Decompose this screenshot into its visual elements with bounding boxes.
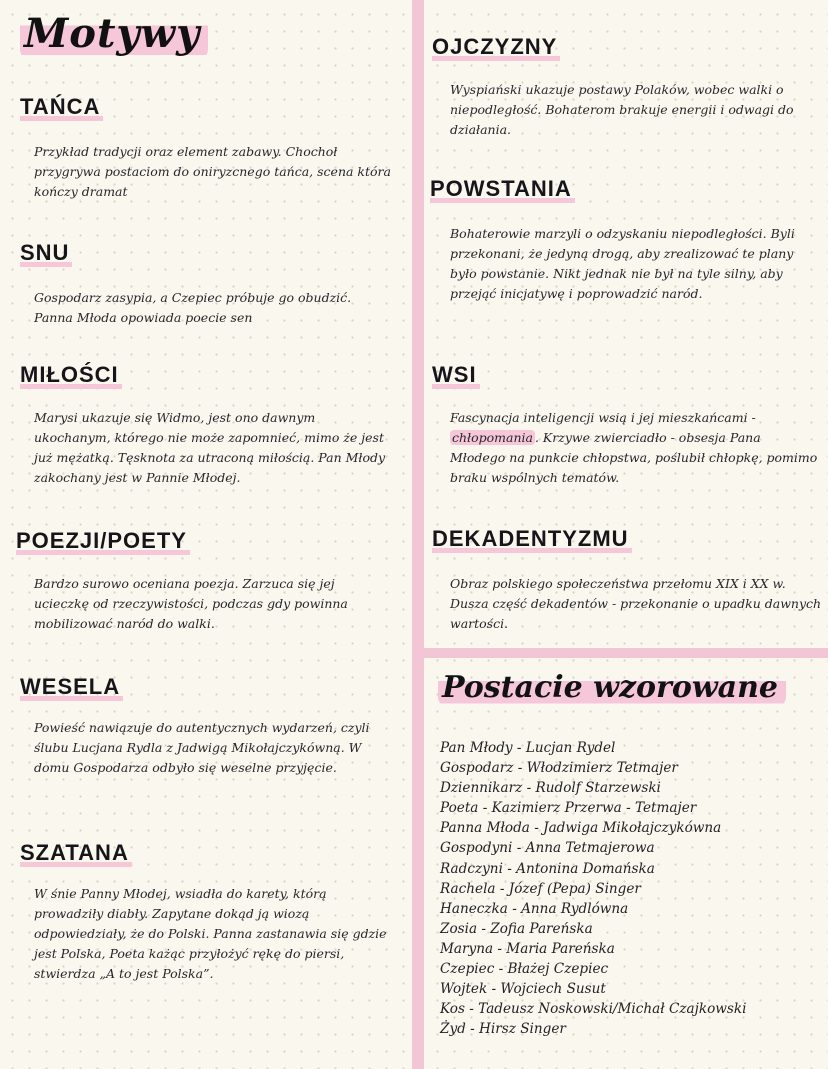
chlopomania-highlight: chłopomania: [452, 430, 533, 445]
section-title-dekadentyzmu: DEKADENTYZMU: [432, 526, 632, 554]
section-text-poezji: Bardzo surowo oceniana poezja. Zarzuca się jej ucieczkę od rzeczywistości, podczas gdy powinna mobilizować naród do walki.: [34, 576, 348, 631]
horizontal-divider: [424, 648, 828, 658]
section-text-ojczyzny: Wyspiański ukazuje postawy Polaków, wobec walki o niepodległość. Bohaterom brakuje energii i odwagi do działania.: [450, 82, 794, 137]
list-item: Czepiec - Błażej Czepiec: [440, 961, 609, 978]
section-title-milosci: MIŁOŚCI: [20, 362, 122, 390]
section-text-powstania: Bohaterowie marzyli o odzyskaniu niepodległości. Byli przekonani, że jedyną drogą, aby zrealizować te plany było powstanie. Nikt jednak nie był na tyle silny, aby przejąć inicjatywę i poprowadzić naród.: [450, 226, 795, 301]
page-title: Motywy: [20, 10, 208, 61]
wsi-text-part-2: . Krzywe zwierciadło - obsesja Pana Młodego na punkcie chłopstwa, poślubił chłopkę, pomimo braku wspólnych tematów.: [450, 430, 818, 485]
wsi-text-part-1: Fascynacja inteligencji wsią i jej mieszkańcami -: [450, 410, 756, 425]
vertical-divider: [412, 0, 424, 1069]
section-text-milosci: Marysi ukazuje się Widmo, jest ono dawnym ukochanym, którego nie może zapomnieć, mimo że jest już mężatką. Tęsknota za utraconą miłością. Pan Młody zakochany jest w Pannie Młodej.: [34, 410, 386, 485]
section-text-snu: Gospodarz zasypia, a Czepiec próbuje go obudzić. Panna Młoda opowiada poecie sen: [34, 290, 352, 325]
section-text-tanca: Przykład tradycji oraz element zabawy. Chochoł przygrywa postaciom do oniryzcnego tańca, scena która kończy dramat: [34, 144, 391, 199]
list-item: Poeta - Kazimierz Przerwa - Tetmajer: [440, 800, 697, 817]
list-item: Pan Młody - Lucjan Rydel: [440, 740, 616, 756]
list-item: Gospodarz - Włodzimierz Tetmajer: [440, 760, 678, 777]
section-text-wesela: Powieść nawiązuje do autentycznych wydarzeń, czyli ślubu Lucjana Rydla z Jadwigą Mikołajczykówną. W domu Gospodarza odbyło się weselne przyjęcie.: [34, 720, 370, 775]
section-title-powstania: POWSTANIA: [430, 176, 575, 204]
section-text-szatana: W śnie Panny Młodej, wsiadła do karety, którą prowadziły diabły. Zapytane dokąd ją wiozą odpowiedziały, że do Polski. Panna zastanawia się gdzie jest Polska, Poeta każąc przyłożyć rękę do piersi, stwierdza „A to jest Polska”.: [34, 886, 387, 981]
characters-list: [440, 738, 746, 1039]
section-title-wesela: WESELA: [20, 674, 123, 702]
section-title-snu: SNU: [20, 240, 72, 268]
section-text-dekadentyzmu: Obraz polskiego społeczeństwa przełomu XIX i XX w. Dusza część dekadentów - przekonanie o upadku dawnych wartości.: [450, 576, 822, 631]
list-item: Radczyni - Antonina Domańska: [440, 860, 655, 877]
section-title-szatana: SZATANA: [20, 840, 132, 868]
list-item: Dziennikarz - Rudolf Starzewski: [440, 780, 661, 797]
list-item: Rachela - Józef (Pepa) Singer: [440, 880, 641, 897]
section-text-wsi: [450, 408, 818, 488]
list-item: Zosia - Zofia Pareńska: [440, 920, 593, 937]
list-item: Panna Młoda - Jadwiga Mikołajczykówna: [440, 820, 722, 837]
list-item: Haneczka - Anna Rydlówna: [440, 900, 629, 917]
section-title-tanca: TAŃCA: [20, 94, 103, 122]
section-title-wsi: WSI: [432, 362, 480, 390]
characters-title: Postacie wzorowane: [438, 670, 786, 707]
list-item: Wojtek - Wojciech Susut: [440, 981, 606, 998]
section-title-poezji: POEZJI/POETY: [16, 528, 190, 556]
section-title-ojczyzny: OJCZYZNY: [432, 34, 560, 62]
list-item: Maryna - Maria Pareńska: [440, 940, 615, 957]
list-item: Kos - Tadeusz Noskowski/Michał Czajkowski: [440, 1001, 747, 1018]
list-item: Żyd - Hirsz Singer: [440, 1021, 566, 1038]
list-item: Gospodyni - Anna Tetmajerowa: [440, 840, 655, 857]
